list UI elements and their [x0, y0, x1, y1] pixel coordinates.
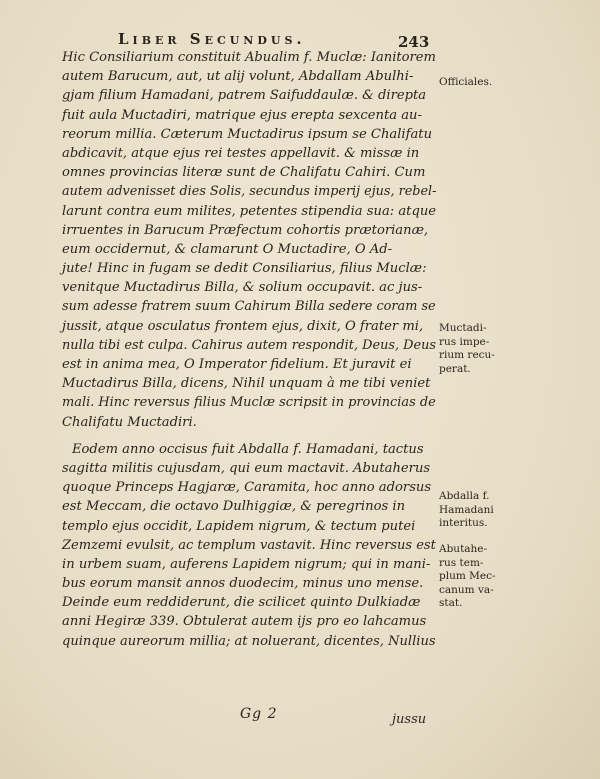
text-line: abdicavit, atque ejus rei testes appellavit. & missæ in: [62, 145, 420, 161]
margin-note-line: Muctadi-: [439, 322, 487, 334]
catchword: jussu: [392, 712, 427, 727]
text-line: Hic Consiliarium constituit Abualim f. Muclæ: Ianitorem: [62, 50, 436, 65]
text-line: Deinde eum reddiderunt, die scilicet quinto Dulkiadæ: [62, 595, 421, 611]
text-line: omnes provincias literæ sunt de Chalifatu Cahiri. Cum: [62, 165, 426, 181]
margin-note: [439, 490, 509, 531]
text-line: Chalifatu Muctadiri.: [62, 414, 197, 430]
text-line: mali. Hinc reversus filius Muclæ scripsit in provincias de: [62, 395, 436, 411]
text-line: nulla tibi est culpa. Cahirus autem respondit, Deus, Deus: [62, 337, 437, 353]
text-line: quoque Princeps Hagjaræ, Caramita, hoc anno adorsus: [62, 480, 432, 496]
text-line: quinque aureorum millia; at noluerant, dicentes, Nullius: [62, 633, 436, 649]
text-line: autem advenisset dies Solis, secundus imperij ejus, rebel-: [62, 184, 437, 200]
text-line: Muctadirus Billa, dicens, Nihil unquam à me tibi veniet: [62, 376, 431, 392]
text-line: gjam filium Hamadani, patrem Saifuddaulæ. & direpta: [62, 88, 427, 104]
text-line: irruentes in Barucum Præfectum cohortis prætorianæ,: [62, 222, 429, 238]
text-line: jussit, atque osculatus frontem ejus, dixit, O frater mi,: [62, 318, 424, 334]
margin-note-line: Officiales.: [439, 76, 493, 88]
text-line: Zemzemi evulsit, ac templum vastavit. Hinc reversus est: [62, 537, 436, 553]
text-line: est Meccam, die octavo Dulhiggiæ, & peregrinos in: [62, 499, 406, 515]
margin-note-line: rus tem-: [439, 556, 484, 569]
text-line: larunt contra eum milites, petentes stipendia sua: atque: [62, 203, 437, 219]
text-line: fuit aula Muctadiri, matrique ejus erepta sexcenta au-: [62, 107, 422, 123]
text-line: venitque Muctadirus Billa, & solium occupavit. ac jus-: [62, 280, 423, 296]
margin-note-line: perat.: [439, 362, 471, 375]
body-text: [62, 48, 438, 651]
margin-note: [439, 322, 509, 376]
margin-note-line: stat.: [439, 597, 463, 609]
text-line: Eodem anno occisus fuit Abdalla f. Hamadani, tactus: [71, 441, 424, 457]
margin-note-line: Hamadani: [439, 503, 494, 516]
margin-note-line: rus impe-: [439, 335, 490, 348]
margin-note-line: canum va-: [439, 583, 494, 596]
margin-note: [439, 76, 509, 90]
text-line: sum adesse fratrem suum Cahirum Billa sedere coram se: [62, 299, 436, 315]
text-line: in urbem suam, auferens Lapidem nigrum; qui in mani-: [62, 556, 431, 572]
text-line: est in anima mea, O Imperator fidelium. Et juravit ei: [62, 357, 412, 372]
margin-note: [439, 543, 509, 611]
text-line: eum occidernut, & clamarunt O Muctadire, O Ad-: [62, 241, 393, 257]
text-line: bus eorum mansit annos duodecim, minus uno mense.: [62, 576, 424, 592]
text-line: sagitta militis cujusdam, qui eum mactavit. Abutaherus: [62, 460, 431, 476]
text-line: templo ejus occidit, Lapidem nigrum, & tectum putei: [62, 518, 416, 534]
text-line: anni Hegiræ 339. Obtulerat autem ijs pro eo lahcamus: [62, 614, 427, 630]
text-line: jute! Hinc in fugam se dedit Consiliarius, filius Muclæ:: [62, 261, 427, 277]
text-line: reorum millia. Cæterum Muctadirus ipsum se Chalifatu: [62, 126, 433, 142]
text-line: autem Barucum, aut, ut alij volunt, Abdallam Abulhi-: [62, 69, 414, 85]
margin-note-line: Abdalla f.: [439, 490, 490, 502]
signature-mark: Gg 2: [240, 706, 278, 722]
margin-note-line: Abutahe-: [439, 543, 488, 555]
page-number: 243: [398, 33, 430, 51]
margin-note-line: plum Mec-: [439, 570, 496, 582]
paragraph-gap: [62, 432, 438, 440]
margin-note-line: rium recu-: [439, 349, 495, 361]
margin-note-line: interitus.: [439, 517, 488, 529]
running-header: Liber Secundus.: [118, 30, 306, 48]
